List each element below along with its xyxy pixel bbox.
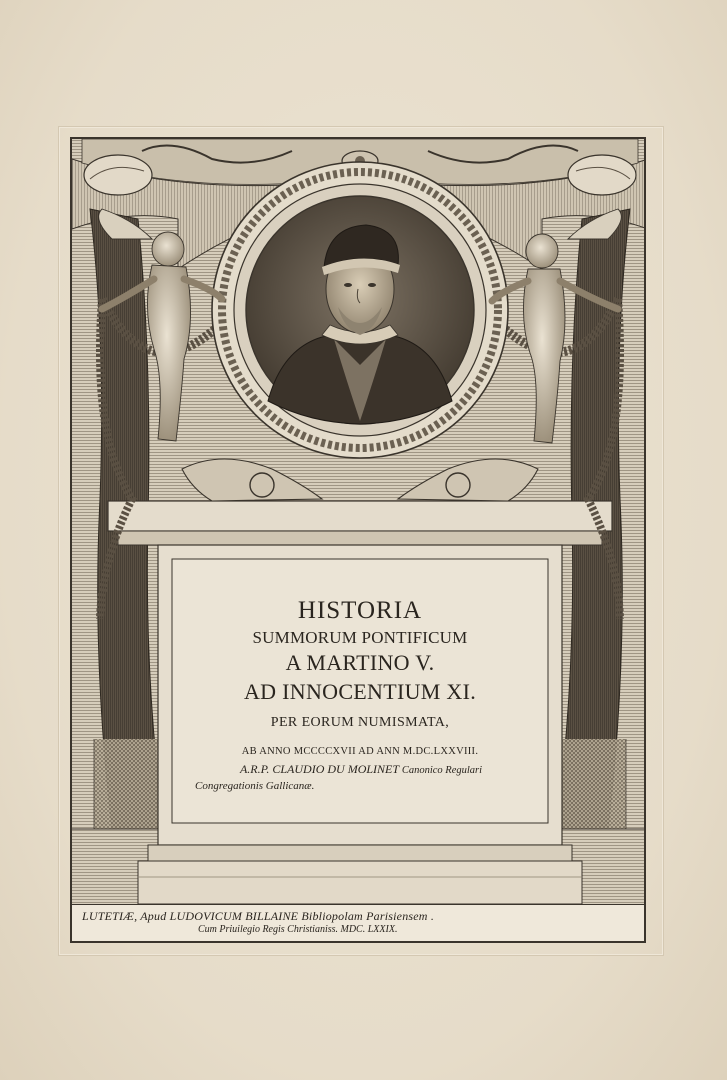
title-author [185,762,537,777]
title-a-martino: A MARTINO V. [285,650,435,675]
imprint-privilege: Cum Priuilegio Regis Christianiss. MDC. LXXIX. [198,924,398,935]
imprint-publisher: LUTETIÆ, Apud LUDOVICUM BILLAINE Bibliopolam Parisiensem . [82,909,435,923]
engraved-frontispiece [70,137,646,943]
author-role: Canonico Regulari [401,765,483,776]
imprint-strip [72,904,644,943]
title-date-range: AB ANNO MCCCCXVII AD ANN M.DC.LXXVIII. [241,746,479,757]
title-historia: HISTORIA [297,597,423,624]
title-ad-innocentium: AD INNOCENTIUM XI. [243,679,477,704]
title-per-eorum-numismata: PER EORUM NUMISMATA, [270,715,450,730]
engraving-illustration [72,139,646,943]
title-summorum-pontificum: SUMMORUM PONTIFICUM [252,628,468,647]
title-congregation: Congregationis Gallicanæ. [195,780,315,792]
title-inscription [189,597,531,819]
author-name: A.R.P. CLAUDIO DU MOLINET [239,762,399,776]
